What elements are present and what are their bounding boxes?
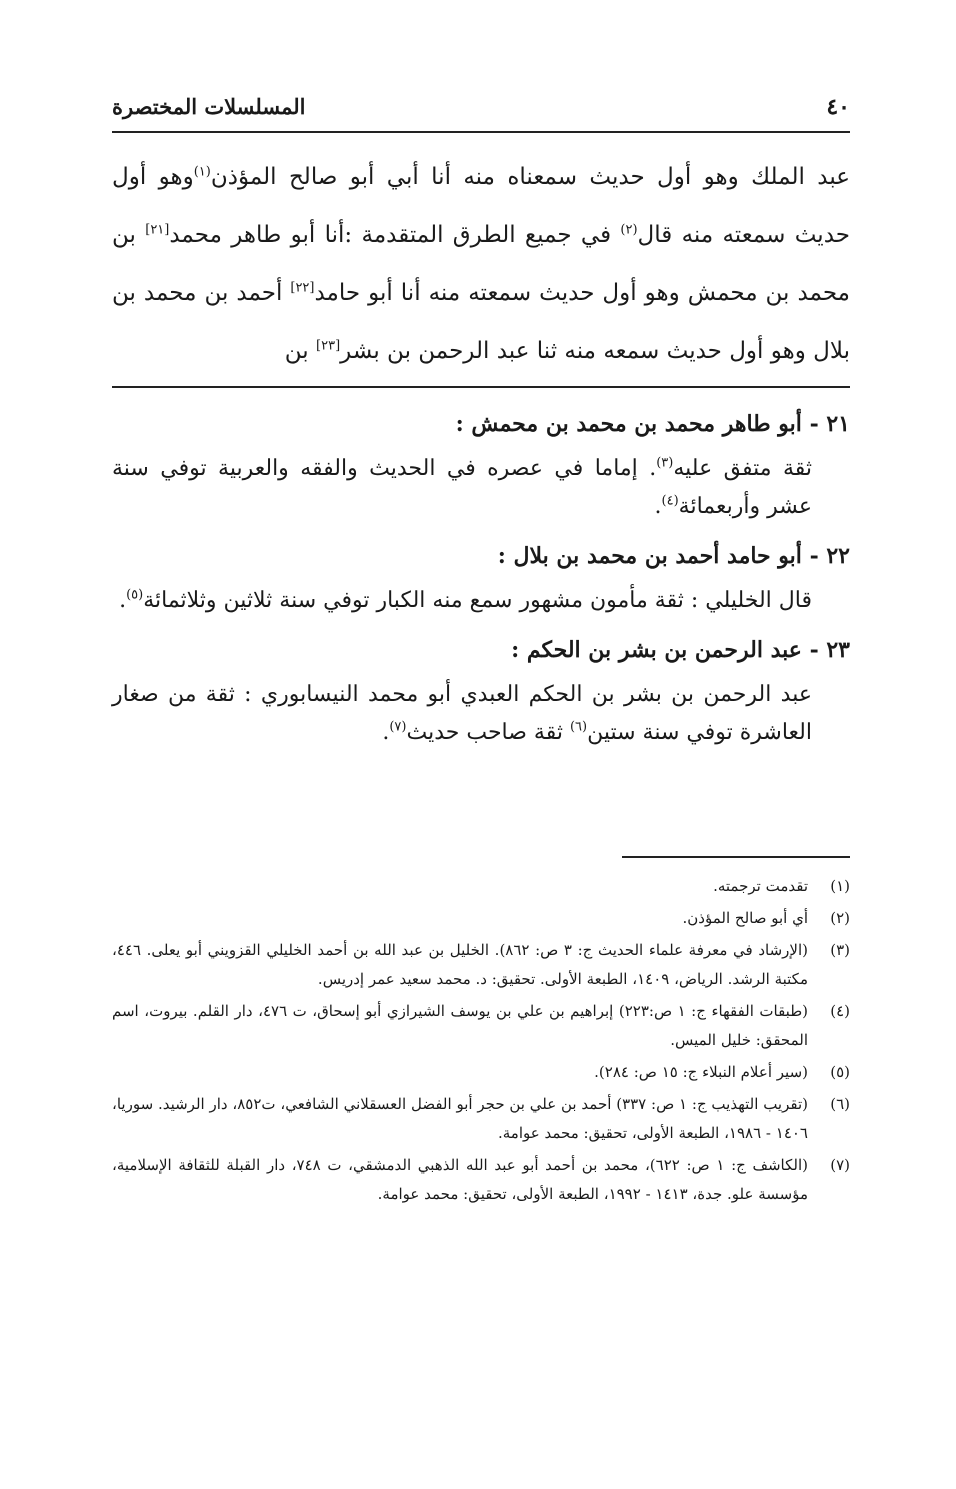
entry-ref: [٢٣] [316,338,341,354]
biography-text [112,582,812,620]
footnote-ref: (٢) [620,222,638,238]
biography-text-segment: . [654,494,662,519]
footnote-text: تقدمت ترجمته. [713,877,808,895]
page-header [112,92,850,132]
main-text-segment: عبد الملك وهو أول حديث سمعناه منه أنا أبي أبو صالح المؤذن [210,164,850,190]
footnote-number: (٤) [830,1002,850,1020]
footnote [112,1151,850,1209]
footnote-number: (٥) [830,1063,850,1081]
main-text-segment: بن [284,338,317,364]
biography-text [112,676,812,752]
biography-entry [112,534,850,620]
main-text [112,148,850,380]
footnote-ref: (٥) [126,587,144,603]
footnote-number: (٦) [830,1095,850,1113]
main-text-segment: في جميع الطرق المتقدمة :أنا أبو طاهر محمد [169,222,621,248]
biography-entry [112,402,850,526]
footnote-text: (سير أعلام النبلاء ج: ١٥ ص: ٢٨٤). [594,1063,808,1081]
biography-text-segment: . إماما في عصره في الحديث والفقه والعربية توفي سنة عشر وأربعمائة [112,456,812,519]
main-text-segment: بن محمد بن محمش وهو أول حديث سمعته منه أنا أبو حامد [112,222,850,306]
biography-text-segment: قال الخليلي : ثقة مأمون مشهور سمع منه الكبار توفي سنة ثلاثين وثلاثمائة [143,588,812,613]
entry-ref: [٢٢] [290,280,315,296]
footnote-number: (٢) [830,909,850,927]
footnote-ref: (٦) [569,719,588,735]
biography-list [112,402,850,760]
footnote-text: (طبقات الفقهاء ج: ١ ص:٢٢٣) إبراهيم بن علي بن يوسف الشيرازي أبو إسحاق، ت ٤٧٦، دار القلم. بيروت، اسم المحقق: خليل الميس. [112,1002,809,1049]
biography-text-segment: ثقة صاحب حديث [406,720,570,745]
footnote-text: (الكاشف ج: ١ ص: ٦٢٢)، محمد بن أحمد أبو عبد الله الذهبي الدمشقي، ت ٧٤٨، دار القبلة للثقافة الإسلامية، مؤسسة علو. جدة، ١٤١٣ - ١٩٩٢، الطبعة الأولى، تحقيق: محمد عوامة. [112,1156,808,1203]
footnote-ref: (٤) [661,493,679,509]
footnote [112,872,850,901]
footnote [112,1058,850,1087]
footnotes [112,872,850,1212]
running-title: المسلسلات المختصرة [112,94,306,119]
footnote-text: (الإرشاد في معرفة علماء الحديث ج: ٣ ص: ٨٦٢). الخليل بن عبد الله بن أحمد الخليلي القزويني أبو يعلى. ٤٤٦، مكتبة الرشد. الرياض، ١٤٠٩، الطبعة الأولى. تحقيق: د. محمد سعيد عمر إدريس. [112,941,808,988]
footnote [112,997,850,1055]
section-divider [112,386,850,388]
header-rule [112,131,850,133]
footnote [112,936,850,994]
footnote-ref: (٧) [389,719,407,735]
biography-text-segment: . [119,588,127,613]
footnote-number: (٧) [830,1156,850,1174]
footnote-number: (٣) [830,941,850,959]
biography-text-segment: عبد الرحمن بن بشر بن الحكم العبدي أبو محمد النيسابوري : ثقة من صغار العاشرة توفي سنة ستين [112,682,812,745]
footnote-rule [622,856,850,858]
footnote [112,904,850,933]
biography-entry [112,628,850,752]
footnote-text: (تقريب التهذيب ج: ١ ص: ٣٣٧) أحمد بن علي بن حجر أبو الفضل العسقلاني الشافعي، ت٨٥٢، دار الرشيد. سوريا، ١٤٠٦ - ١٩٨٦، الطبعة الأولى، تحقيق: محمد عوامة. [112,1095,808,1142]
main-text-segment: وهو أول حديث سمعته منه قال [112,164,850,248]
biography-text-segment: ثقة متفق عليه [673,456,812,481]
biography-text-segment: . [382,720,390,745]
footnote-ref: (٣) [656,455,674,471]
footnote-number: (١) [830,877,850,895]
footnote-ref: (١) [193,164,211,180]
biography-heading: ٢٢ - أبو حامد أحمد بن محمد بن بلال : [497,543,850,569]
main-paragraph [112,148,850,380]
biography-text [112,450,812,526]
footnote-text: أي أبو صالح المؤذن. [682,909,808,927]
footnote [112,1090,850,1148]
biography-heading: ٢١ - أبو طاهر محمد بن محمد بن محمش : [455,411,850,437]
entry-ref: [٢١] [145,222,170,238]
main-text-segment: أحمد بن محمد بن بلال وهو أول حديث سمعه منه ثنا عبد الرحمن بن بشر [112,280,850,364]
biography-heading: ٢٣ - عبد الرحمن بن بشر بن الحكم : [511,637,850,663]
page-number: ٤٠ [826,94,850,120]
